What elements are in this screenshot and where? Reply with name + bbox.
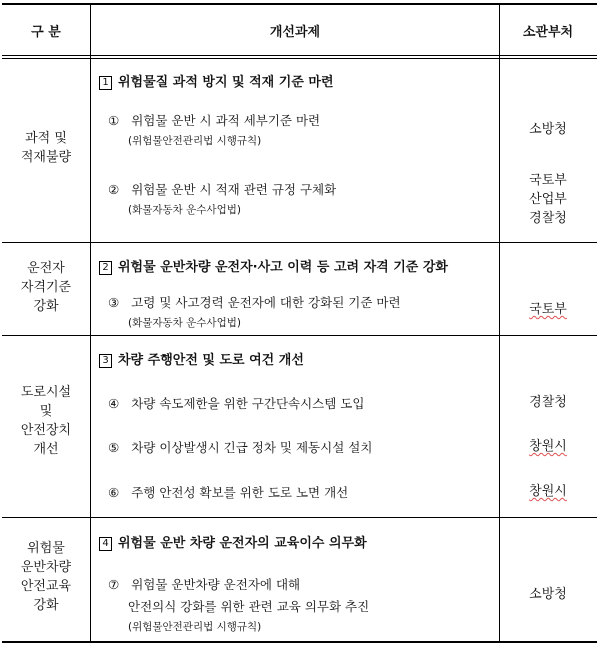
row-divider	[2, 517, 597, 518]
task-text: 위험물 운반 시 적재 관련 규정 구체화	[131, 182, 337, 197]
task-text: 주행 안전성 확보를 위한 도로 노면 개선	[131, 485, 349, 500]
category-line: 개선	[33, 442, 59, 457]
task-item	[108, 394, 364, 412]
section-title	[99, 256, 448, 275]
task-text: 고령 및 사고경력 운전자에 대한 강화된 기준 마련	[131, 295, 401, 310]
section-number-box: 4	[99, 537, 112, 551]
dept-line: 소방청	[529, 587, 567, 602]
task-number: ⑥	[108, 485, 120, 500]
dept-line: 국토부	[529, 302, 567, 317]
column-divider	[90, 3, 91, 643]
section-title	[99, 349, 304, 368]
header-bottom-border-2	[2, 58, 597, 59]
task-dept	[500, 171, 596, 228]
table-top-border	[2, 3, 597, 5]
section-title-text: 위험물 운반차량 운전자·사고 이력 등 고려 자격 기준 강화	[118, 260, 448, 275]
task-number: ②	[108, 182, 120, 197]
category-line: 적재불량	[20, 150, 72, 165]
task-text: 차량 이상발생시 긴급 정차 및 제동시설 설치	[131, 440, 373, 455]
task-law: (화물자동차 운수사업법)	[128, 204, 241, 216]
category-line: 도로시설	[20, 385, 72, 400]
header-dept: 소관부처	[522, 25, 574, 40]
dept-line: 국토부	[529, 173, 567, 188]
row-divider	[2, 242, 597, 243]
category-line: 운반차량	[20, 560, 72, 575]
task-number: ③	[108, 295, 120, 310]
column-divider	[499, 3, 500, 643]
category-line: 및	[39, 404, 53, 419]
task-item	[108, 180, 336, 198]
row-divider	[2, 335, 597, 336]
category-line: 위험물	[27, 541, 65, 556]
section-number-box: 2	[99, 261, 112, 275]
task-number: ①	[108, 113, 120, 128]
table-bottom-border	[2, 641, 597, 643]
section-title-text: 위험물질 과적 방지 및 적재 기준 마련	[118, 75, 334, 90]
section-title-text: 위험물 운반 차량 운전자의 교육이수 의무화	[118, 536, 367, 551]
task-law: (화물자동차 운수사업법)	[128, 317, 241, 329]
category-line: 운전자	[27, 261, 65, 276]
header-bottom-border	[2, 55, 597, 56]
category-line: 과적 및	[25, 131, 67, 146]
task-item	[108, 483, 348, 501]
task-dept	[500, 482, 596, 501]
task-number: ⑦	[108, 577, 120, 592]
task-dept	[500, 120, 596, 139]
category-line: 강화	[33, 299, 59, 314]
section-title-text: 차량 주행안전 및 도로 여건 개선	[118, 353, 304, 368]
section-number-box: 1	[99, 76, 112, 90]
section-category	[2, 539, 90, 615]
task-dept	[500, 300, 596, 319]
task-item	[108, 575, 300, 593]
task-item	[108, 438, 372, 456]
category-line: 강화	[33, 598, 59, 613]
task-text-continued: 안전의식 강화를 위한 관련 교육 의무화 추진	[128, 599, 370, 614]
task-law: (위험물안전관리법 시행규칙)	[128, 621, 262, 633]
category-line: 자격기준	[20, 280, 72, 295]
section-title	[99, 71, 334, 90]
task-dept	[500, 393, 596, 412]
section-category	[2, 383, 90, 459]
category-line: 안전교육	[20, 579, 72, 594]
task-dept	[500, 437, 596, 456]
task-text: 차량 속도제한을 위한 구간단속시스템 도입	[131, 396, 365, 411]
task-text: 위험물 운반 시 과적 세부기준 마련	[131, 113, 321, 128]
task-text: 위험물 운반차량 운전자에 대해	[131, 577, 301, 592]
dept-line: 경찰청	[529, 395, 567, 410]
category-line: 안전장치	[20, 423, 72, 438]
task-item	[108, 111, 320, 129]
task-item	[108, 293, 401, 311]
dept-line: 경찰청	[529, 211, 567, 226]
header-category: 구 분	[31, 25, 61, 40]
dept-line: 산업부	[529, 192, 567, 207]
dept-line: 소방청	[529, 122, 567, 137]
section-number-box: 3	[99, 354, 112, 368]
dept-line: 창원시	[529, 484, 567, 499]
section-category	[2, 259, 90, 316]
dept-line: 창원시	[529, 439, 567, 454]
task-number: ⑤	[108, 440, 120, 455]
task-dept	[500, 585, 596, 604]
improvement-table	[2, 3, 597, 643]
header-task: 개선과제	[269, 25, 321, 40]
section-title	[99, 532, 367, 551]
task-law: (위험물안전관리법 시행규칙)	[128, 135, 262, 147]
task-number: ④	[108, 396, 120, 411]
section-category	[2, 129, 90, 167]
